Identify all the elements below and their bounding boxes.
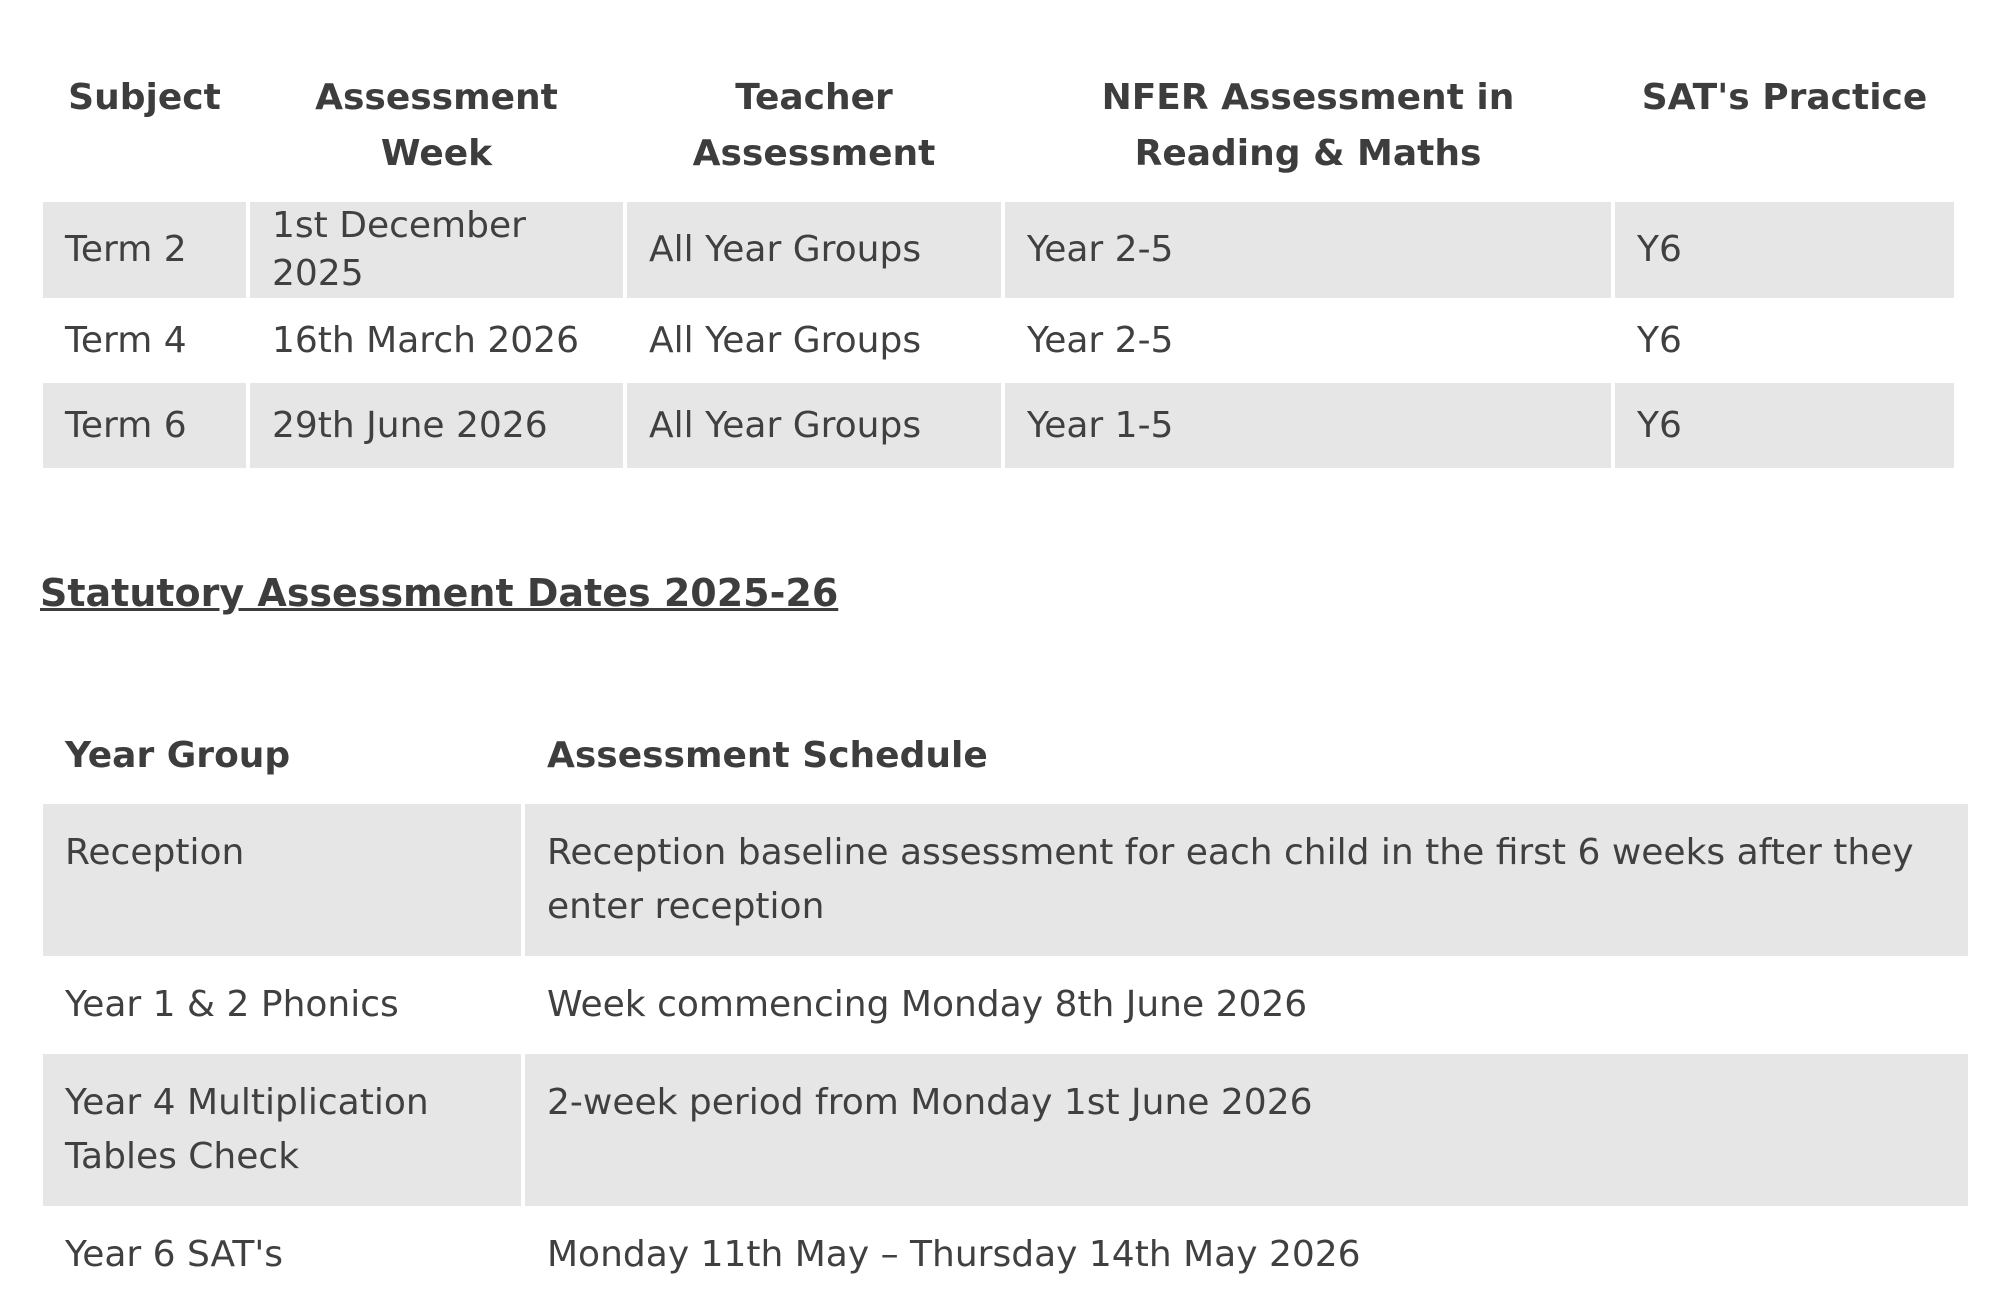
cell-year-group: Reception: [43, 804, 521, 956]
cell-subject: Term 6: [43, 383, 246, 468]
cell-assessment-week: 29th June 2026: [250, 383, 623, 468]
cell-assessment-schedule: 2-week period from Monday 1st June 2026: [525, 1054, 1968, 1206]
cell-year-group: Year 1 & 2 Phonics: [65, 984, 399, 1025]
cell-teacher-assessment: All Year Groups: [649, 319, 922, 361]
header-teacher-assessment: Teacher Assessment: [692, 77, 936, 174]
statutory-heading: Statutory Assessment Dates 2025-26: [40, 571, 839, 615]
cell-nfer-assessment: Year 2-5: [1027, 319, 1174, 361]
header-sats-practice: SAT's Practice: [1641, 77, 1928, 118]
cell-subject: Term 4: [65, 319, 187, 361]
table-header-row: [43, 722, 1968, 804]
header-assessment-schedule: Assessment Schedule: [547, 735, 988, 776]
assessment-table: [39, 60, 1958, 468]
cell-year-group: Year 6 SAT's: [65, 1234, 284, 1275]
header-subject: Subject: [68, 77, 221, 118]
cell-nfer-assessment: Year 2-5: [1005, 202, 1611, 298]
table-row: [43, 1054, 1968, 1206]
cell-assessment-schedule: Week commencing Monday 8th June 2026: [547, 984, 1308, 1025]
cell-teacher-assessment: All Year Groups: [627, 383, 1001, 468]
statutory-table: [39, 722, 1972, 1304]
table-row: [43, 383, 1954, 468]
cell-assessment-schedule: Monday 11th May – Thursday 14th May 2026: [547, 1234, 1361, 1275]
table-row: [43, 298, 1954, 383]
cell-sats-practice: Y6: [1637, 319, 1682, 361]
cell-sats-practice: Y6: [1615, 383, 1954, 468]
header-year-group: Year Group: [65, 735, 291, 776]
cell-sats-practice: Y6: [1615, 202, 1954, 298]
table-row: [43, 956, 1968, 1054]
table-row: [43, 804, 1968, 956]
cell-nfer-assessment: Year 1-5: [1005, 383, 1611, 468]
cell-assessment-week: 16th March 2026: [272, 319, 579, 361]
cell-assessment-week: 1st December 2025: [250, 202, 623, 298]
header-nfer-assessment: NFER Assessment in Reading & Maths: [1101, 77, 1515, 174]
header-assessment-week: Assessment Week: [315, 77, 558, 174]
cell-subject: Term 2: [43, 202, 246, 298]
cell-teacher-assessment: All Year Groups: [627, 202, 1001, 298]
table-row: [43, 1206, 1968, 1304]
cell-assessment-schedule: Reception baseline assessment for each child in the first 6 weeks after they enter reception: [525, 804, 1968, 956]
table-row: [43, 202, 1954, 298]
table-header-row: [43, 60, 1954, 202]
cell-year-group: Year 4 Multiplication Tables Check: [43, 1054, 521, 1206]
